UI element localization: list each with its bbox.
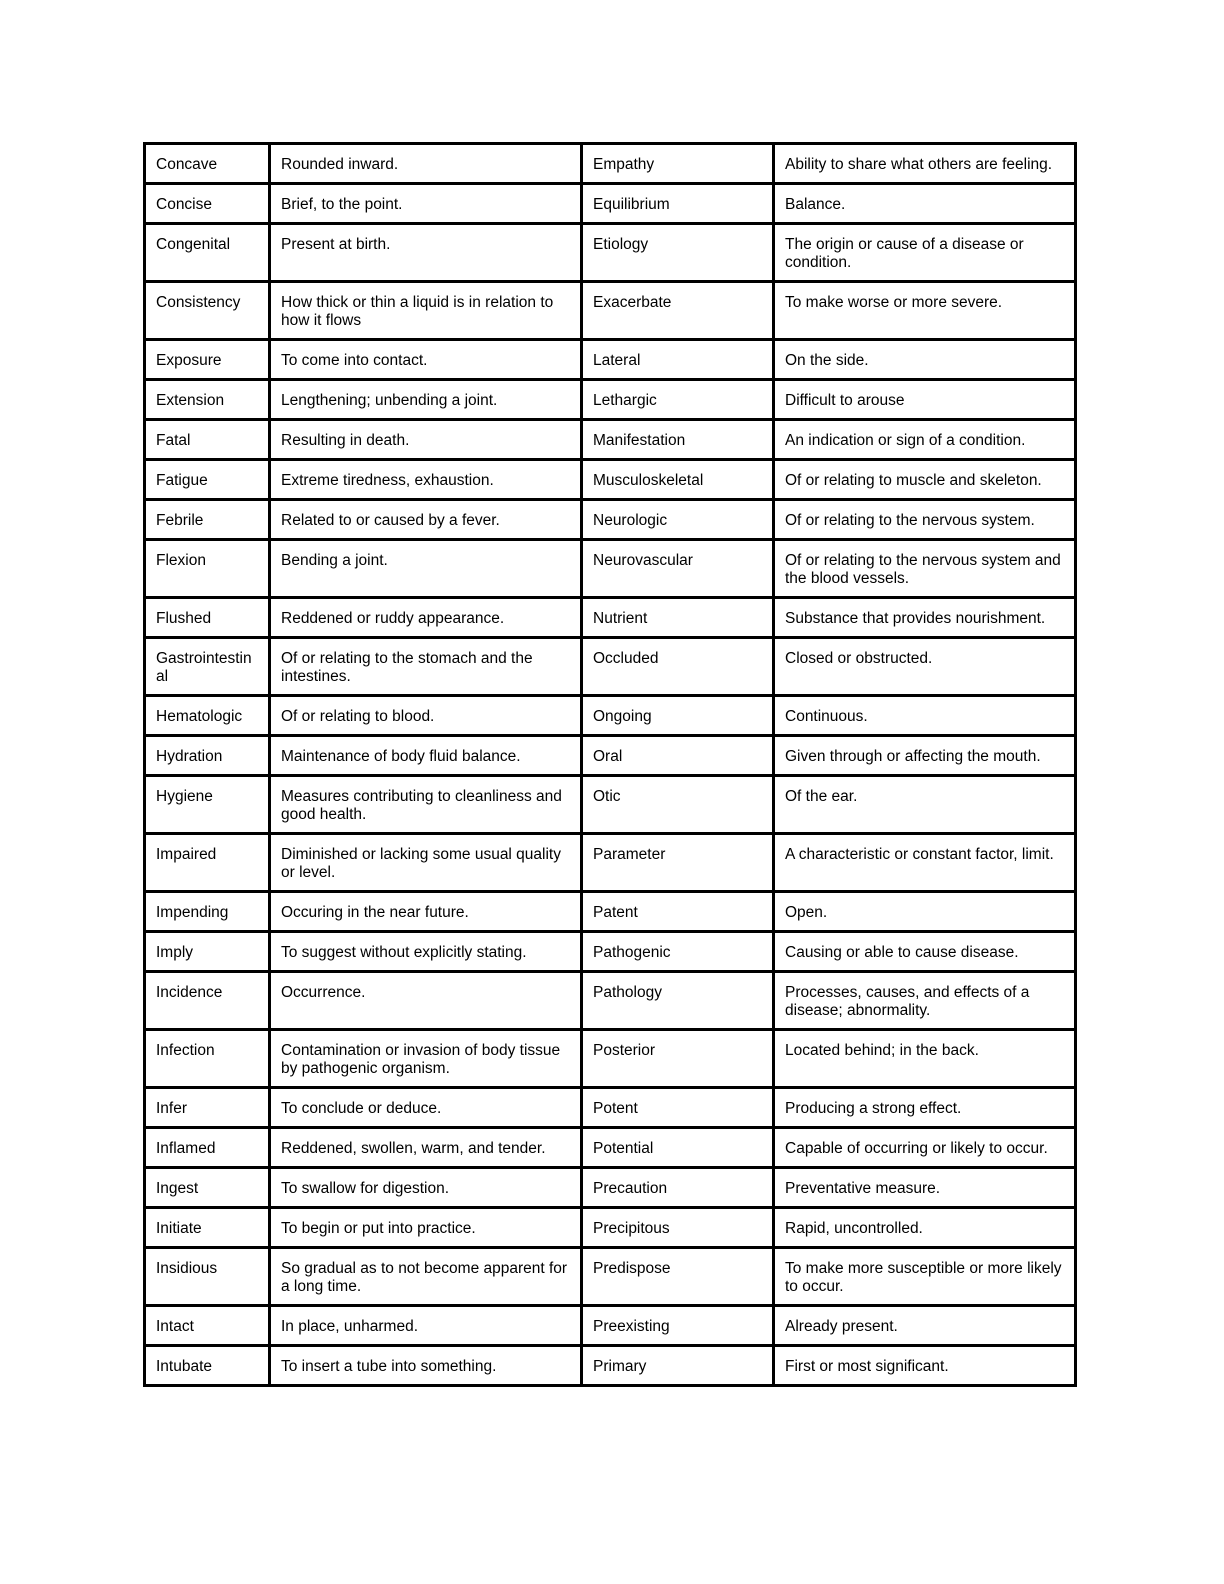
- table-row: [145, 776, 1076, 834]
- definition-left: Maintenance of body fluid balance.: [270, 736, 582, 776]
- table-row: [145, 1248, 1076, 1306]
- term-right: Lethargic: [582, 380, 774, 420]
- glossary-body: [145, 144, 1076, 1386]
- term-left: Hematologic: [145, 696, 270, 736]
- table-row: [145, 1168, 1076, 1208]
- term-left: Concise: [145, 184, 270, 224]
- table-row: [145, 1208, 1076, 1248]
- definition-right: An indication or sign of a condition.: [774, 420, 1076, 460]
- definition-right: Substance that provides nourishment.: [774, 598, 1076, 638]
- definition-left: To suggest without explicitly stating.: [270, 932, 582, 972]
- definition-right: Already present.: [774, 1306, 1076, 1346]
- term-left: Insidious: [145, 1248, 270, 1306]
- term-left: Fatigue: [145, 460, 270, 500]
- definition-left: To come into contact.: [270, 340, 582, 380]
- term-left: Inflamed: [145, 1128, 270, 1168]
- term-right: Predispose: [582, 1248, 774, 1306]
- table-row: [145, 420, 1076, 460]
- table-row: [145, 736, 1076, 776]
- table-row: [145, 638, 1076, 696]
- definition-right: Continuous.: [774, 696, 1076, 736]
- definition-left: Occurrence.: [270, 972, 582, 1030]
- term-left: Intact: [145, 1306, 270, 1346]
- term-right: Equilibrium: [582, 184, 774, 224]
- definition-left: Of or relating to blood.: [270, 696, 582, 736]
- definition-left: Rounded inward.: [270, 144, 582, 184]
- definition-right: Processes, causes, and effects of a disease; abnormality.: [774, 972, 1076, 1030]
- term-right: Parameter: [582, 834, 774, 892]
- term-right: Musculoskeletal: [582, 460, 774, 500]
- term-right: Exacerbate: [582, 282, 774, 340]
- definition-right: Of or relating to muscle and skeleton.: [774, 460, 1076, 500]
- term-left: Flexion: [145, 540, 270, 598]
- term-right: Ongoing: [582, 696, 774, 736]
- term-right: Precipitous: [582, 1208, 774, 1248]
- table-row: [145, 340, 1076, 380]
- term-right: Primary: [582, 1346, 774, 1386]
- term-right: Occluded: [582, 638, 774, 696]
- definition-right: Given through or affecting the mouth.: [774, 736, 1076, 776]
- definition-right: Causing or able to cause disease.: [774, 932, 1076, 972]
- definition-left: Of or relating to the stomach and the intestines.: [270, 638, 582, 696]
- term-left: Hydration: [145, 736, 270, 776]
- term-left: Ingest: [145, 1168, 270, 1208]
- definition-left: In place, unharmed.: [270, 1306, 582, 1346]
- definition-right: On the side.: [774, 340, 1076, 380]
- term-right: Lateral: [582, 340, 774, 380]
- term-left: Hygiene: [145, 776, 270, 834]
- term-left: Congenital: [145, 224, 270, 282]
- definition-right: Located behind; in the back.: [774, 1030, 1076, 1088]
- term-left: Extension: [145, 380, 270, 420]
- table-row: [145, 184, 1076, 224]
- table-row: [145, 1128, 1076, 1168]
- definition-left: So gradual as to not become apparent for a long time.: [270, 1248, 582, 1306]
- definition-left: Occuring in the near future.: [270, 892, 582, 932]
- term-left: Impending: [145, 892, 270, 932]
- term-right: Otic: [582, 776, 774, 834]
- definition-left: Bending a joint.: [270, 540, 582, 598]
- term-right: Potential: [582, 1128, 774, 1168]
- definition-left: Resulting in death.: [270, 420, 582, 460]
- term-left: Consistency: [145, 282, 270, 340]
- table-row: [145, 380, 1076, 420]
- table-row: [145, 500, 1076, 540]
- definition-left: Reddened, swollen, warm, and tender.: [270, 1128, 582, 1168]
- table-row: [145, 834, 1076, 892]
- definition-right: Capable of occurring or likely to occur.: [774, 1128, 1076, 1168]
- table-row: [145, 1088, 1076, 1128]
- definition-left: Reddened or ruddy appearance.: [270, 598, 582, 638]
- definition-right: Difficult to arouse: [774, 380, 1076, 420]
- term-right: Potent: [582, 1088, 774, 1128]
- table-row: [145, 224, 1076, 282]
- table-row: [145, 1346, 1076, 1386]
- definition-right: Of the ear.: [774, 776, 1076, 834]
- term-left: Exposure: [145, 340, 270, 380]
- definition-right: First or most significant.: [774, 1346, 1076, 1386]
- definition-right: A characteristic or constant factor, limit.: [774, 834, 1076, 892]
- definition-left: To begin or put into practice.: [270, 1208, 582, 1248]
- term-left: Imply: [145, 932, 270, 972]
- definition-right: To make worse or more severe.: [774, 282, 1076, 340]
- table-row: [145, 540, 1076, 598]
- table-row: [145, 1030, 1076, 1088]
- term-right: Manifestation: [582, 420, 774, 460]
- table-row: [145, 696, 1076, 736]
- table-row: [145, 892, 1076, 932]
- term-left: Febrile: [145, 500, 270, 540]
- definition-left: How thick or thin a liquid is in relation to how it flows: [270, 282, 582, 340]
- definition-right: Preventative measure.: [774, 1168, 1076, 1208]
- definition-right: Producing a strong effect.: [774, 1088, 1076, 1128]
- glossary-table: [143, 142, 1077, 1387]
- term-right: Oral: [582, 736, 774, 776]
- term-right: Etiology: [582, 224, 774, 282]
- definition-right: The origin or cause of a disease or condition.: [774, 224, 1076, 282]
- term-right: Pathology: [582, 972, 774, 1030]
- term-right: Posterior: [582, 1030, 774, 1088]
- term-right: Pathogenic: [582, 932, 774, 972]
- term-left: Gastrointestinal: [145, 638, 270, 696]
- term-right: Precaution: [582, 1168, 774, 1208]
- term-left: Impaired: [145, 834, 270, 892]
- definition-left: Measures contributing to cleanliness and good health.: [270, 776, 582, 834]
- definition-right: Open.: [774, 892, 1076, 932]
- definition-left: Contamination or invasion of body tissue by pathogenic organism.: [270, 1030, 582, 1088]
- definition-right: Of or relating to the nervous system.: [774, 500, 1076, 540]
- term-left: Concave: [145, 144, 270, 184]
- table-row: [145, 932, 1076, 972]
- term-left: Initiate: [145, 1208, 270, 1248]
- definition-right: Ability to share what others are feeling.: [774, 144, 1076, 184]
- term-left: Infection: [145, 1030, 270, 1088]
- table-row: [145, 282, 1076, 340]
- definition-left: Related to or caused by a fever.: [270, 500, 582, 540]
- term-left: Infer: [145, 1088, 270, 1128]
- term-left: Incidence: [145, 972, 270, 1030]
- table-row: [145, 144, 1076, 184]
- definition-right: Of or relating to the nervous system and the blood vessels.: [774, 540, 1076, 598]
- definition-right: Closed or obstructed.: [774, 638, 1076, 696]
- definition-right: Balance.: [774, 184, 1076, 224]
- definition-left: Present at birth.: [270, 224, 582, 282]
- term-right: Neurologic: [582, 500, 774, 540]
- term-right: Empathy: [582, 144, 774, 184]
- definition-left: To insert a tube into something.: [270, 1346, 582, 1386]
- term-left: Fatal: [145, 420, 270, 460]
- table-row: [145, 598, 1076, 638]
- term-left: Flushed: [145, 598, 270, 638]
- table-row: [145, 460, 1076, 500]
- term-right: Patent: [582, 892, 774, 932]
- term-right: Nutrient: [582, 598, 774, 638]
- definition-left: Lengthening; unbending a joint.: [270, 380, 582, 420]
- definition-right: Rapid, uncontrolled.: [774, 1208, 1076, 1248]
- definition-right: To make more susceptible or more likely to occur.: [774, 1248, 1076, 1306]
- definition-left: Diminished or lacking some usual quality or level.: [270, 834, 582, 892]
- term-left: Intubate: [145, 1346, 270, 1386]
- definition-left: Brief, to the point.: [270, 184, 582, 224]
- term-right: Neurovascular: [582, 540, 774, 598]
- definition-left: To swallow for digestion.: [270, 1168, 582, 1208]
- table-row: [145, 1306, 1076, 1346]
- definition-left: Extreme tiredness, exhaustion.: [270, 460, 582, 500]
- term-right: Preexisting: [582, 1306, 774, 1346]
- definition-left: To conclude or deduce.: [270, 1088, 582, 1128]
- table-row: [145, 972, 1076, 1030]
